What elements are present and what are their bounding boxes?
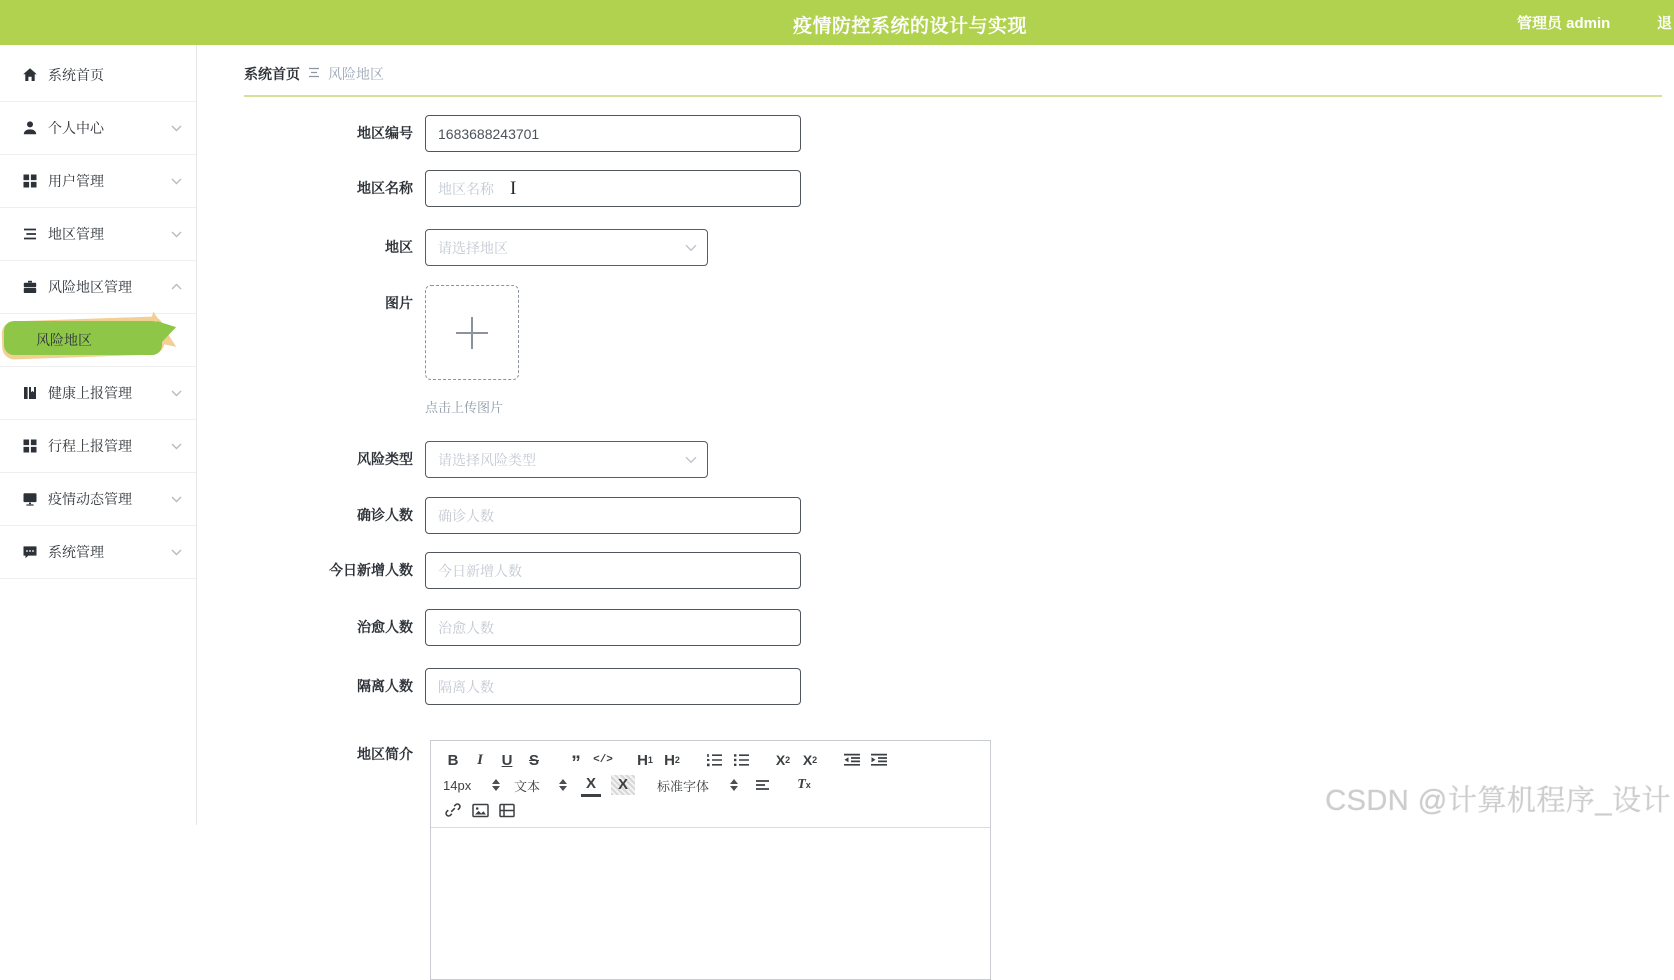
upload-hint: 点击上传图片 [425,400,504,415]
field-label: 地区名称 [357,180,413,196]
form-row-image [197,285,1674,415]
chevron-down-icon [171,119,182,137]
code-button[interactable]: </> [593,754,613,766]
sidebar-item-health-report[interactable] [0,367,196,420]
indent-icon[interactable] [869,750,889,770]
editor-content-area[interactable] [431,828,990,968]
breadcrumb-divider [244,95,1662,97]
form-row-cured [197,609,1674,646]
field-label: 地区 [385,239,413,255]
logged-in-user: 管理员 admin [1517,15,1611,32]
logout-button[interactable]: 退 [1657,15,1673,32]
select-placeholder: 请选择地区 [438,239,508,256]
form-row-description [197,740,1674,980]
image-upload-box[interactable] [425,285,519,380]
font-size-select[interactable]: 14px [443,777,472,793]
chevron-down-icon [171,384,182,402]
main-content [197,45,1674,825]
sidebar-item-label: 系统管理 [48,544,104,560]
sidebar-item-label: 个人中心 [48,120,104,136]
sidebar [0,45,197,825]
field-label: 地区编号 [357,125,413,141]
toolbar-row-2 [443,774,978,796]
sidebar-subitem-risk-region[interactable] [0,314,196,367]
grid-icon [22,173,38,189]
form-row-region-select [197,229,1674,266]
form-row-quarantined [197,668,1674,705]
heading2-button[interactable]: H 2 [664,751,680,769]
grid-icon [22,438,38,454]
chevron-down-icon [685,451,697,469]
sidebar-item-label: 系统首页 [48,67,104,83]
spinner-icon[interactable] [730,779,738,791]
new-today-input[interactable] [425,552,801,589]
cured-count-input[interactable] [425,609,801,646]
quarantined-count-input[interactable] [425,668,801,705]
monitor-icon [22,491,38,507]
strikethrough-button[interactable]: S [528,751,539,769]
blockquote-button[interactable]: ” [571,753,581,774]
link-icon[interactable] [443,800,463,820]
field-label: 治愈人数 [357,619,413,635]
field-label: 隔离人数 [357,678,413,694]
field-label: 今日新增人数 [329,562,413,578]
spinner-icon[interactable] [559,779,567,791]
toolbar-row-1 [443,749,978,774]
sidebar-item-home[interactable] [0,49,196,102]
clear-format-button[interactable]: T x [797,777,811,792]
form-row-risk-type [197,441,1674,478]
sidebar-subitem-label: 风险地区 [36,332,92,348]
form-row-region-name [197,170,1674,207]
chevron-down-icon [171,543,182,561]
briefcase-icon [22,279,38,295]
editor-toolbar [431,741,990,828]
subscript-button[interactable]: X 2 [775,752,791,768]
breadcrumb-current: 风险地区 [328,66,384,82]
sidebar-item-label: 行程上报管理 [48,438,132,454]
sidebar-item-trip-report[interactable] [0,420,196,473]
chevron-down-icon [171,490,182,508]
ordered-list-icon[interactable] [704,750,724,770]
region-code-input[interactable] [425,115,801,152]
field-label: 风险类型 [357,451,413,467]
user-icon [22,120,38,136]
chat-icon [22,544,38,560]
watermark: CSDN @计算机程序_设计 [1325,785,1671,817]
chevron-down-icon [171,172,182,190]
risk-type-select[interactable] [425,441,708,478]
book-icon [22,385,38,401]
region-select[interactable] [425,229,708,266]
bold-button[interactable]: B [447,751,459,769]
list-icon [22,226,38,242]
breadcrumb-separator-icon [308,65,320,83]
italic-button[interactable]: I [477,751,483,768]
sidebar-item-epidemic-news[interactable] [0,473,196,526]
form-row-confirmed [197,497,1674,534]
sidebar-item-regions[interactable] [0,208,196,261]
unordered-list-icon[interactable] [731,750,751,770]
form-row-new-today [197,552,1674,589]
sidebar-item-users[interactable] [0,155,196,208]
sidebar-item-label: 用户管理 [48,173,104,189]
sidebar-item-label: 健康上报管理 [48,385,132,401]
app-header [0,0,1674,45]
field-label: 地区简介 [357,746,413,762]
app-title: 疫情防控系统的设计与实现 [793,16,1028,37]
sidebar-item-profile[interactable] [0,102,196,155]
highlight-color-button[interactable]: X [611,775,635,795]
sidebar-item-label: 风险地区管理 [48,279,132,295]
chevron-down-icon [171,225,182,243]
font-family-select[interactable]: 标准字体 [657,778,710,794]
toolbar-row-3 [443,799,978,821]
outdent-icon[interactable] [842,750,862,770]
chevron-down-icon [685,239,697,257]
confirmed-count-input[interactable] [425,497,801,534]
underline-button[interactable]: U [501,751,513,769]
home-icon [22,67,38,83]
rich-text-editor [430,740,991,980]
sidebar-item-system-mgmt[interactable] [0,526,196,579]
chevron-up-icon [171,278,182,296]
select-placeholder: 请选择风险类型 [438,451,536,468]
breadcrumb-home[interactable]: 系统首页 [244,66,300,82]
sidebar-item-label: 地区管理 [48,226,104,242]
paragraph-style-select[interactable]: 文本 [514,778,541,794]
chevron-down-icon [171,437,182,455]
region-name-input[interactable] [425,170,801,207]
spinner-icon[interactable] [492,779,500,791]
video-icon[interactable] [497,800,517,820]
superscript-button[interactable]: X 2 [802,752,818,768]
field-label: 确诊人数 [357,507,413,523]
font-color-button[interactable]: X [581,774,601,797]
form-row-region-code [197,115,1674,152]
image-icon[interactable] [470,800,490,820]
breadcrumb [244,64,384,84]
heading1-button[interactable]: H 1 [637,751,653,769]
sidebar-item-risk-region-mgmt[interactable] [0,261,196,314]
field-label: 图片 [385,295,413,311]
sidebar-item-label: 疫情动态管理 [48,491,132,507]
line-height-icon[interactable] [752,775,772,795]
plus-icon [471,317,473,349]
